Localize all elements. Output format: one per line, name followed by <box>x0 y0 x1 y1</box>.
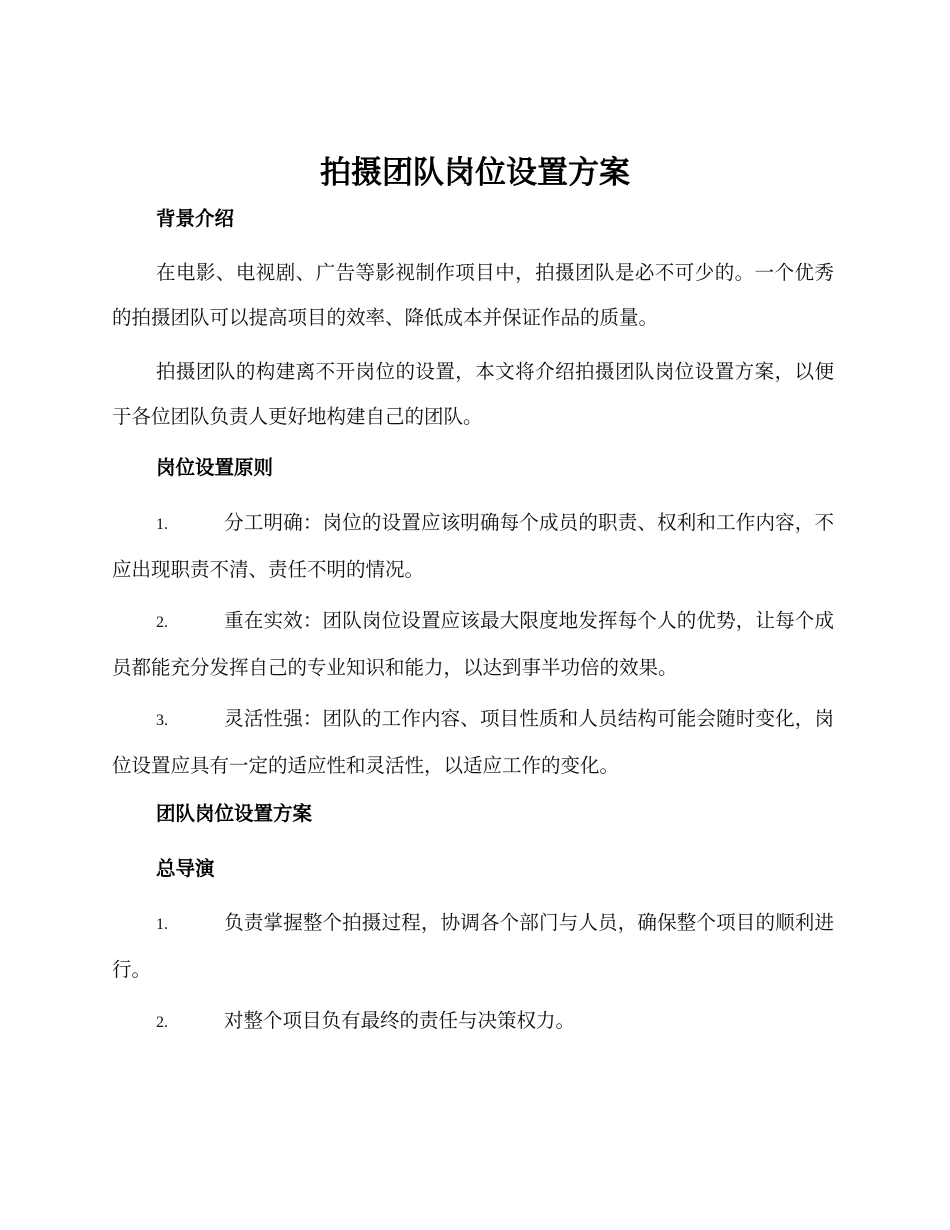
director-item-1 <box>112 900 834 992</box>
principle-item-2 <box>112 598 834 690</box>
document-title: 拍摄团队岗位设置方案 <box>320 155 630 191</box>
list-item-text: 对整个项目负有最终的责任与决策权力。 <box>224 1009 576 1032</box>
list-number: 1. <box>156 516 168 533</box>
list-item-text: 负责掌握整个拍摄过程，协调各个部门与人员，确保整个项目的顺利进行。 <box>112 911 834 981</box>
background-paragraph-1: 在电影、电视剧、广告等影视制作项目中，拍摄团队是必不可少的。一个优秀的拍摄团队可以提高项目的效率、降低成本并保证作品的质量。 <box>112 261 834 329</box>
section-heading-plan: 团队岗位设置方案 <box>156 802 313 825</box>
list-number: 2. <box>156 1014 168 1031</box>
section-heading-principles: 岗位设置原则 <box>156 456 274 479</box>
director-item-2 <box>112 998 834 1045</box>
list-number: 3. <box>156 712 168 729</box>
background-paragraph-2: 拍摄团队的构建离不开岗位的设置，本文将介绍拍摄团队岗位设置方案，以便于各位团队负责人更好地构建自己的团队。 <box>112 360 834 428</box>
principle-item-3 <box>112 696 834 788</box>
principle-item-1 <box>112 500 834 592</box>
list-item-text: 重在实效：团队岗位设置应该最大限度地发挥每个人的优势，让每个成员都能充分发挥自己的专业知识和能力，以达到事半功倍的效果。 <box>112 609 834 679</box>
section-heading-background: 背景介绍 <box>156 207 235 230</box>
section-heading-director: 总导演 <box>156 857 215 880</box>
list-number: 1. <box>156 916 168 933</box>
list-item-text: 分工明确：岗位的设置应该明确每个成员的职责、权利和工作内容，不应出现职责不清、责任不明的情况。 <box>112 511 834 581</box>
list-number: 2. <box>156 614 168 631</box>
list-item-text: 灵活性强：团队的工作内容、项目性质和人员结构可能会随时变化，岗位设置应具有一定的适应性和灵活性，以适应工作的变化。 <box>112 707 834 777</box>
